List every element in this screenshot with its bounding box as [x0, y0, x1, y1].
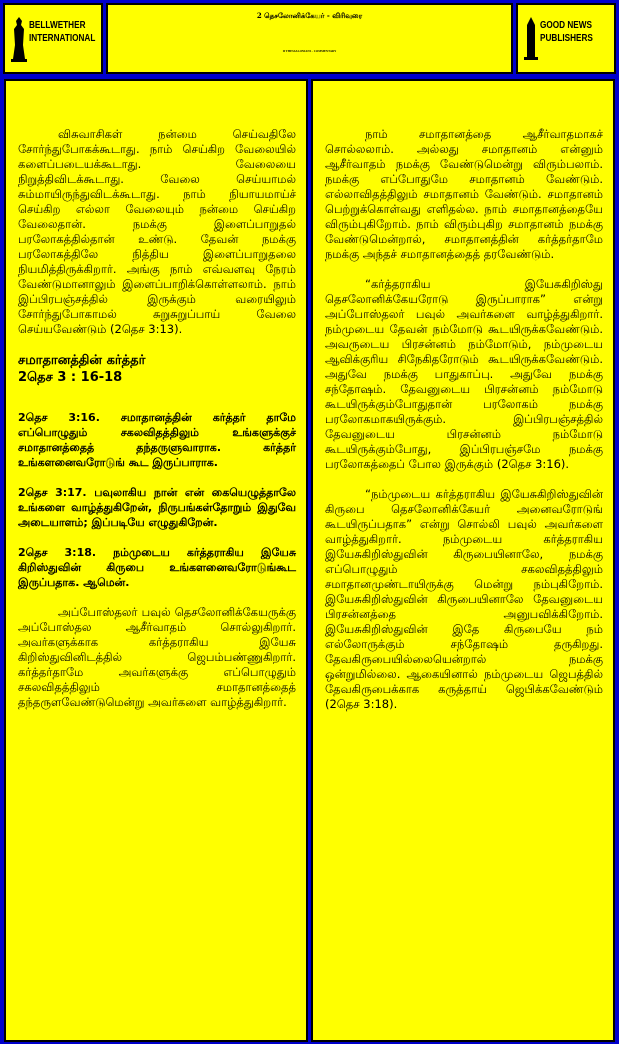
logo-right-line1: GOOD NEWS — [540, 20, 592, 31]
good-news-logo — [516, 3, 616, 74]
page-title-tamil: 2 தெசலோனிக்கேயர் - விரிவுரை — [256, 11, 363, 20]
good-news-logo-text — [540, 19, 593, 45]
logo-right-line2: PUBLISHERS — [540, 33, 593, 44]
right-paragraph-3: “நம்முடைய கர்த்தராகிய இயேசுகிறிஸ்துவின் கிருபை தெசலோனிக்கேயர் அனைவரோடுங் கூடயிருப்பதாக” என்று சொல்லி பவுல் அவர்களை வாழ்த்துகிறார். நம்முடைய கர்த்தராகிய இயேசுகிறிஸ்துவின் கிருபையினாலே, நமக்கு எப்பொழுதும் சகலவிதத்திலும் சமாதானமுண்டாயிருக்கு மென்று நம்புகிறோம். இயேசுகிறிஸ்துவின் கிருபையினாலே தேவனுடைய பிரசன்னத்தை அனுபவிக்கிறோம். இயேசுகிறிஸ்துவின் இதே கிருபையே நம் எல்லோருக்கும் சந்தோஷம் தருகிறது. தேவகிருபையில்லையென்றால் நமக்கு ஒன்றுமில்லை. ஆகையினால் நம்முடைய ஜெபத்தில் தேவகிருபைக்காக கருத்தாய் ஜெபிக்கவேண்டும் (2தெச 3:18). — [325, 487, 603, 711]
left-paragraph-1: விசுவாசிகள் நன்மை செய்வதிலே சோர்ந்துபோகக்கூடாது. நாம் செய்கிற வேலையில் களைப்படையக்கூடாது. வேலையை நிறுத்திவிடக்கூடாது. வேலை செய்யாமல் சும்மாயிருந்துவிடக்கூடாது. நாம் நியாயமாய்ச் செய்கிற எல்லா வேலையும் நன்மை செய்கிற வேலைதான். நமக்கு இளைப்பாறுதல் பரலோகத்தில்தான் உண்டு. தேவன் நமக்கு பரலோகத்திலே நித்திய இளைப்பாறுதலை நியமித்திருக்கிறார். அங்கு நாம் எவ்வளவு நேரம் வேண்டுமானாலும் இளைப்பாறிக்கொள்ளலாம். நாம் இப்பிரபஞ்சத்தில் இருக்கும் வரையிலும் சோர்ந்துபோகாமல் சுறுசுறுப்பாய் வேலை செய்யவேண்டும் (2தெச 3:13). — [18, 127, 296, 336]
bellwether-logo-text — [29, 19, 95, 45]
bellwether-logo — [3, 3, 103, 74]
section-heading — [18, 352, 296, 386]
verse-3-16: 2தெச 3:16. சமாதானத்தின் கர்த்தர் தாமே எப்பொழுதும் சகலவிதத்திலும் உங்களுக்குச் சமாதானத்தைத் தந்தருளுவாராக. கர்த்தர் உங்களனைவரோடுங் கூட இருப்பாராக. — [18, 411, 296, 469]
right-column — [311, 79, 615, 1042]
logo-left-line1: BELLWETHER — [29, 20, 86, 31]
building-icon — [523, 17, 539, 61]
left-paragraph-2: அப்போஸ்தலர் பவுல் தெசலோனிக்கேயருக்கு அப்போஸ்தல ஆசீர்வாதம் சொல்லுகிறார். அவர்களுக்காக கர்த்தராகிய இயேசு கிறிஸ்துவினிடத்தில் ஜெபம்பண்ணுகிறார். கர்த்தர்தாமே அவர்களுக்கு எப்பொழுதும் சகலவிதத்திலும் சமாதானத்தைத் தந்தருளவேண்டுமென்று அவர்களை வாழ்த்துகிறார். — [18, 605, 296, 709]
verse-3-18: 2தெச 3:18. நம்முடைய கர்த்தராகிய இயேசு கிறிஸ்துவின் கிருபை உங்களனைவரோடுங்கூட இருப்பதாக. ஆமென். — [18, 546, 296, 589]
right-paragraph-1: நாம் சமாதானத்தை ஆசீர்வாதமாகச் சொல்லலாம். அல்லது சமாதானம் என்னும் ஆசீர்வாதம் நமக்கு வேண்டுமென்று விரும்பலாம். நமக்கு எப்போதுமே சமாதானம் வேண்டும். எல்லாவிதத்திலும் சமாதானம் வேண்டும். சமாதானம் பெற்றுக்கொள்வது எளிதல்ல. நாம் சமாதானத்தையே விரும்புகிறோம். நாம் விரும்புகிற சமாதானம் நமக்கு வேண்டுமென்றால், சமாதானத்தின் கர்த்தர்தாமே நமக்கு அந்தச் சமாதானத்தைத் தரவேண்டும். — [325, 127, 603, 261]
shepherd-icon — [11, 15, 27, 63]
verse-3-17: 2தெச 3:17. பவுலாகிய நான் என் கையெழுத்தாலே உங்களை வாழ்த்துகிறேன், நிருபங்கள்தோறும் இதுவே அடையாளம்; இப்படியே எழுதுகிறேன். — [18, 486, 296, 529]
right-paragraph-2: “கர்த்தராகிய இயேசுகிறிஸ்து தெசலோனிக்கேயரோடு இருப்பாராக” என்று அப்போஸ்தலர் பவுல் அவர்களை வாழ்த்துகிறார். நம்முடைய தேவன் நம்மோடு கூடயிருக்கவேண்டும். அவருடைய பிரசன்னம் நம்மோடும், நம்முடைய ஆவிக்குரிய சிநேகிதரோடும் கூடயிருக்கவேண்டும். அதுவே நமக்கு பாதுகாப்பு. அதுவே நமக்கு சந்தோஷம். தேவனுடைய பிரசன்னம் நம்மோடு கூடயிருக்கும்போதுதான் பரலோகம் நமக்கு பரலோகமாகயிருக்கும். இப்பிரபஞ்சத்தில் தேவனுடைய பிரசன்னம் நம்மோடு கூடயிருக்கும்போது, இப்பிரபஞ்சமே நமக்கு பரலோகத்தைப் போல இருக்கும் (2தெச 3:16). — [325, 277, 603, 471]
section-heading-title: சமாதானத்தின் கர்த்தர் — [18, 353, 146, 368]
left-column — [4, 79, 308, 1042]
logo-left-line2: INTERNATIONAL — [29, 33, 96, 44]
section-heading-reference: 2தெச 3 : 16-18 — [18, 370, 123, 385]
title-banner — [106, 3, 513, 74]
page-title-english: II THESSALONIANS - COMMENTARY — [282, 49, 337, 53]
